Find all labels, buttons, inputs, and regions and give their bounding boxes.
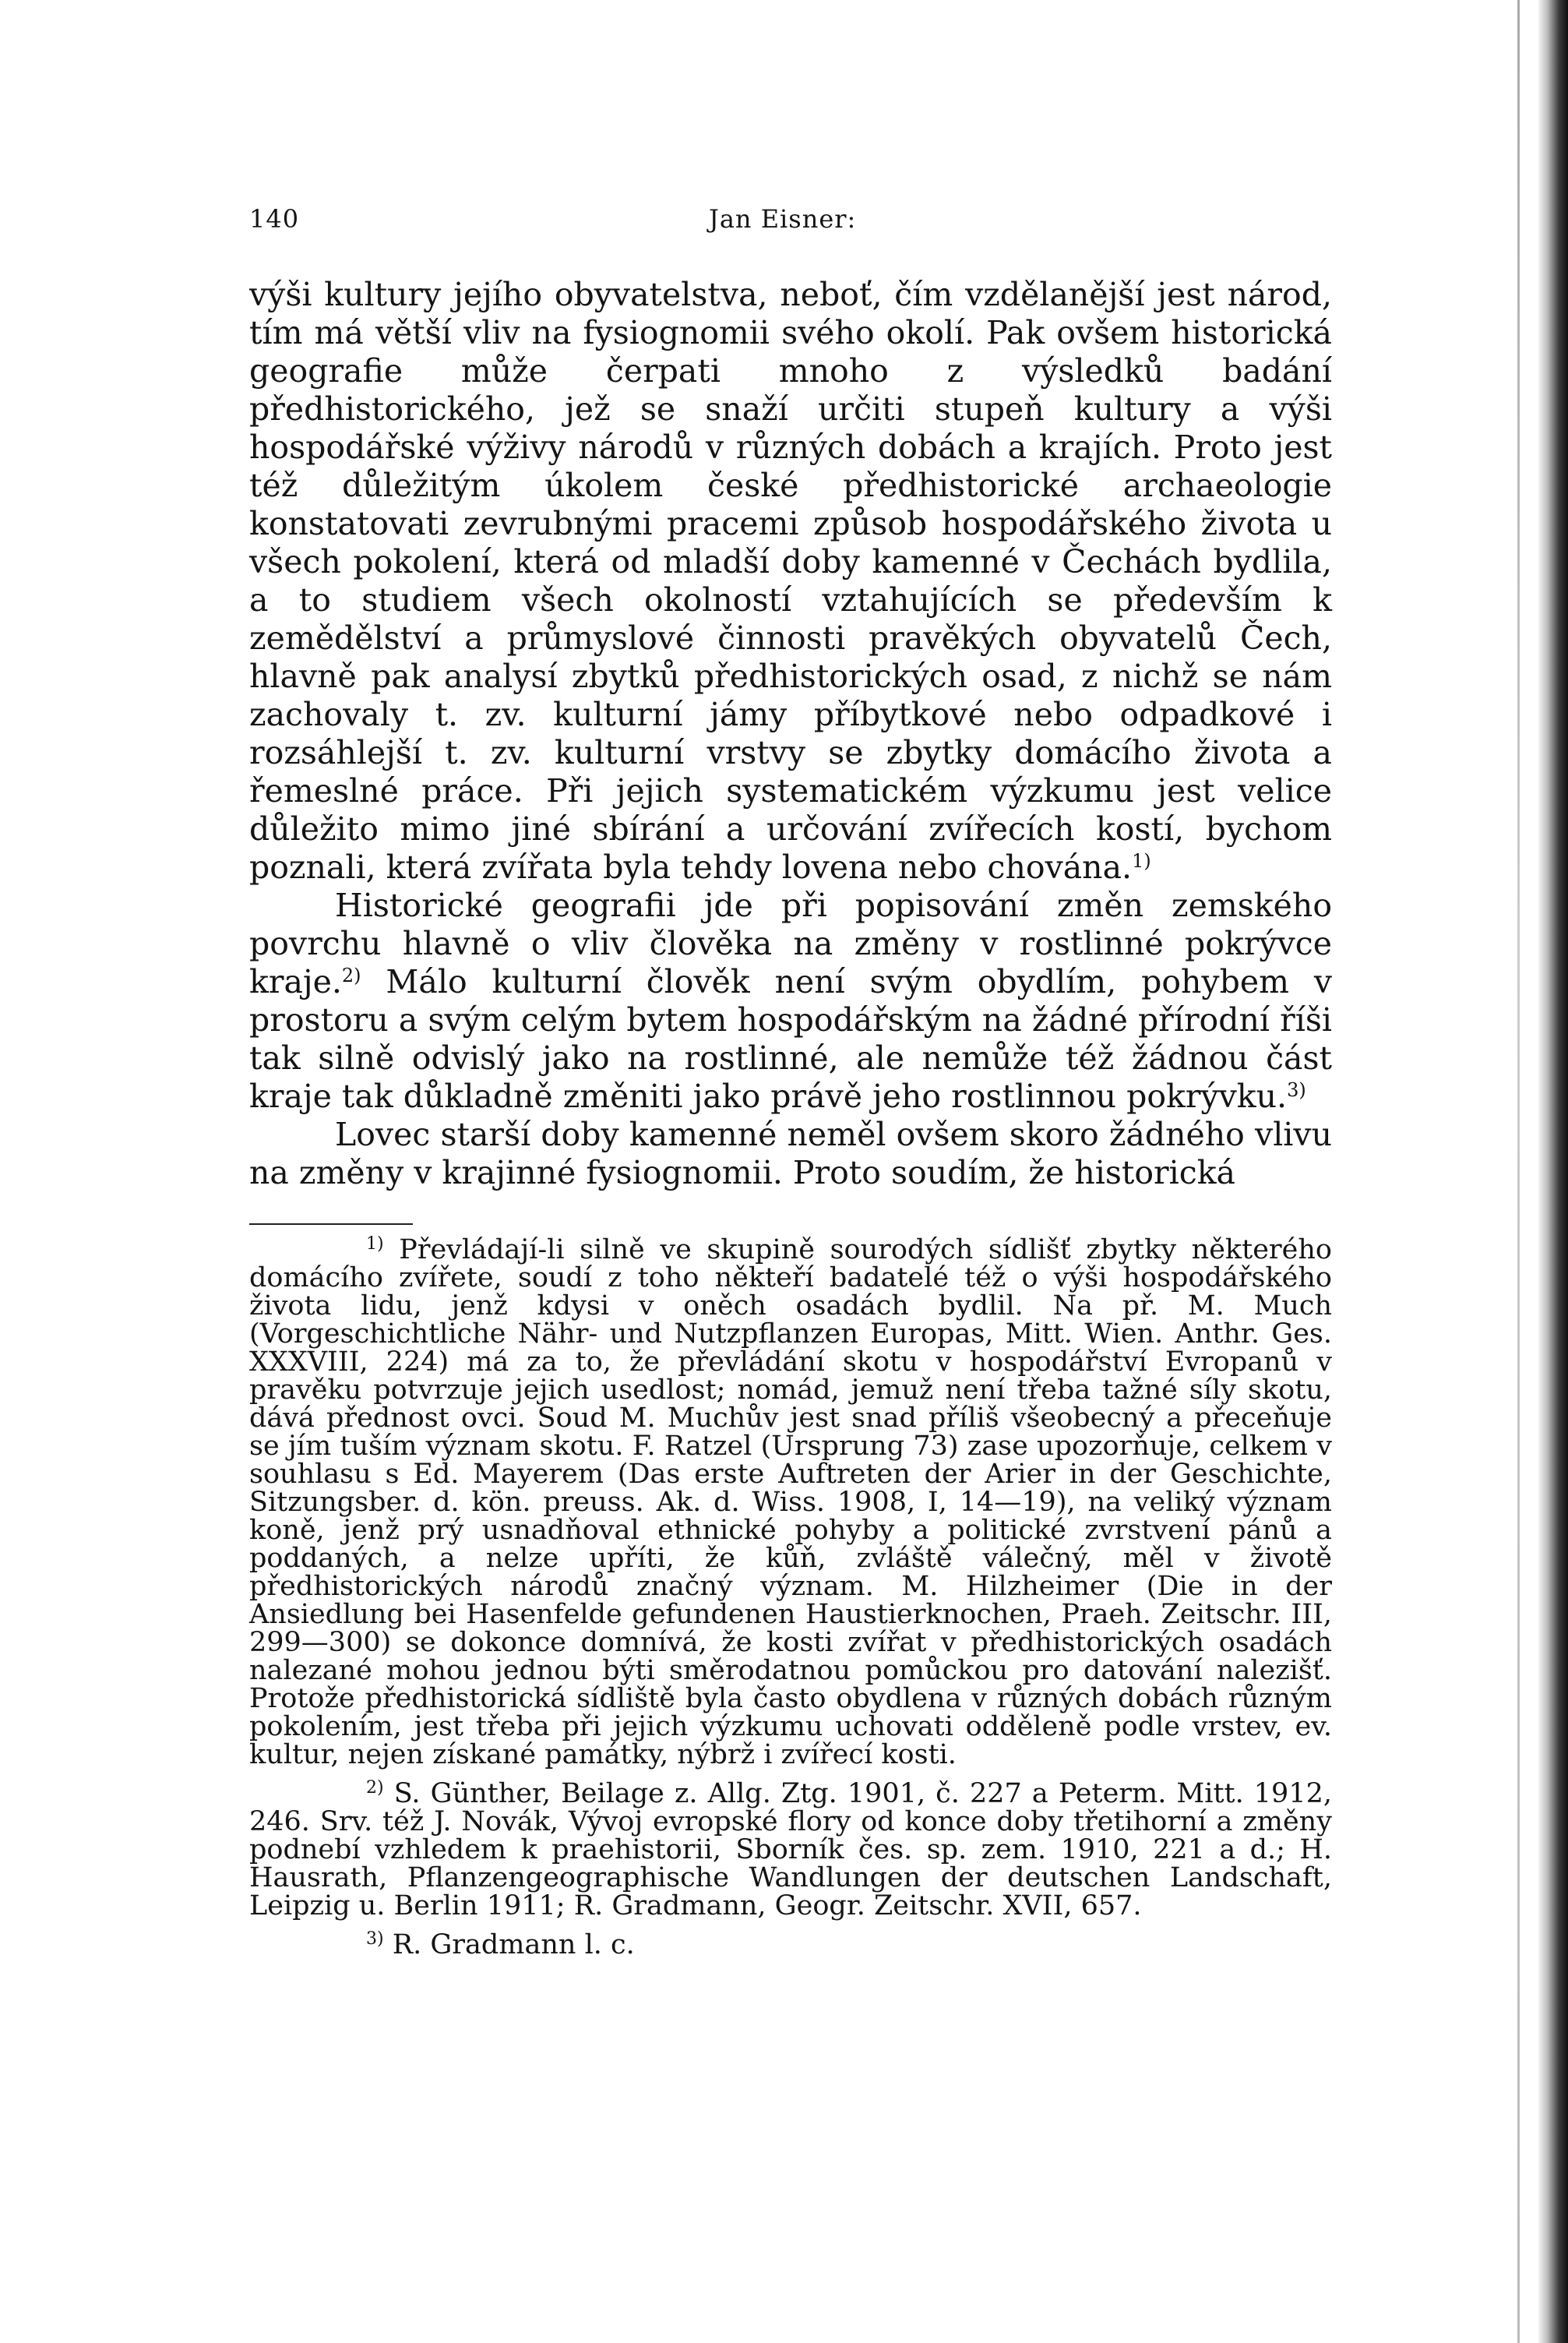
footnote-3: $^{3)}$ R. Gradmann l. c. [366,1929,635,1960]
footnote-ref-1: 1) [1132,850,1151,872]
footnote-mark: 2) [366,1778,384,1798]
paragraph-3: Lovec starší doby kamenné neměl ovšem skoro žádného vlivu na změny v krajinné fysiognomii. Proto soudím, že historická [249,1116,1332,1191]
footnote-mark: 3) [366,1929,384,1949]
footnote-ref-2: 2) [341,965,361,986]
book-page [249,195,1332,1970]
paragraph-1: výši kultury jejího obyvatelstva, neboť, čím vzdělanější jest národ, tím má větší vliv na fysiognomii svého okolí. Pak ovšem historická geografie může čerpati mnoho z výsledků badání předhistorického, jež se snaží určiti stupeň kultury a výši hospodářské výživy národů v různých dobách a krajích. Proto jest též důležitým úkolem české předhistorické archaeologie konstatovati zevrubnými pracemi způsob hospodářského života u všech pokolení, která od mladší doby kamenné v Čechách bydlila, a to studiem všech okolností vztahujících se především k zemědělství a průmyslové činnosti pravěkých obyvatelů Čech, hlavně pak analysí zbytků předhistorických osad, z nichž se nám zachovaly t. zv. kulturní jámy příbytkové nebo odpadkové i rozsáhlejší t. zv. kulturní vrstvy se zbytky domácího života a řemeslné práce. Při jejich systematickém výzkumu jest velice důležito mimo jiné sbírání a určování zvířecích kostí, bychom poznali, která zvířata byla tehdy lovena nebo chována.$^{1)}$ [249,276,1332,886]
running-title: Jan Eisner: [709,204,857,234]
footnote-mark: 1) [366,1234,384,1254]
body-text [249,276,1332,1192]
paragraph-2: Historické geografii jde při popisování změn zemského povrchu hlavně o vliv člověka na změny v rostlinné pokrývce kraje.$^{2)}$ Málo kulturní člověk není svým obydlím, pohybem v prostoru a svým celým bytem hospodářským na žádné přírodní říši tak silně odvislý jako na rostlinné, ale nemůže též žádnou část kraje tak důkladně změniti jako právě jeho rostlinnou pokrývku.$^{3)}$ [249,887,1332,1115]
footnote-2: $^{2)}$ S. Günther, Beilage z. Allg. Ztg. 1901, č. 227 a Peterm. Mitt. 1912, 246. Srv. též J. Novák, Vývoj evropské flory od konce doby třetihorní a změny podnebí vzhledem k praehistorii, Sborník čes. sp. zem. 1910, 221 a d.; H. Hausrath, Pflanzengeographische Wandlungen der deutschen Landschaft, Leipzig u. Berlin 1911; R. Gradmann, Geogr. Zeitschr. XVII, 657. [249,1778,1332,1921]
footnote-ref-3: 3) [1287,1079,1306,1101]
footnote-1: $^{1)}$ Převládají-li silně ve skupině sourodých sídlišť zbytky některého domácího zvířete, soudí z toho někteří badatelé též o výši hospodářského života lidu, jenž kdysi v oněch osadách bydlil. Na př. M. Much (Vorgeschichtliche Nähr- und Nutzpflanzen Europas, Mitt. Wien. Anthr. Ges. XXXVIII, 224) má za to, že převládání skotu v hospodářství Evropanů v pravěku potvrzuje jejich usedlost; nomád, jemuž není třeba tažné síly skotu, dává přednost ovci. Soud M. Muchův jest snad příliš všeobecný a přeceňuje se jím tuším význam skotu. F. Ratzel (Ursprung 73) zase upozorňuje, celkem v souhlasu s Ed. Mayerem (Das erste Auftreten der Arier in der Geschichte, Sitzungsber. d. kön. preuss. Ak. d. Wiss. 1908, I, 14—19), na veliký význam koně, jenž prý usnadňoval ethnické pohyby a politické zvrstvení pánů a poddaných, a nelze upříti, že kůň, zvláště válečný, měl v životě předhistorických národů značný význam. M. Hilzheimer (Die in der Ansiedlung bei Hasenfelde gefundenen Haustierknochen, Praeh. Zeitschr. III, 299—300) se dokonce domnívá, že kosti zvířat v předhistorických osadách nalezané mohou jednou býti směrodatnou pomůckou pro datování nalezišť. Protože předhistorická sídliště byla často obydlena v různých dobách různým pokolením, jest třeba při jejich výzkumu uchovati odděleně podle vrstev, ev. kultur, nejen získané památky, nýbrž i zvířecí kosti. [249,1234,1332,1770]
page-number: 140 [249,204,300,234]
page-header [249,195,1332,242]
footnotes [249,1236,1332,1959]
footnote-divider [249,1223,413,1225]
scan-shadow-line [1517,0,1520,2343]
scan-edge [1538,0,1568,2343]
